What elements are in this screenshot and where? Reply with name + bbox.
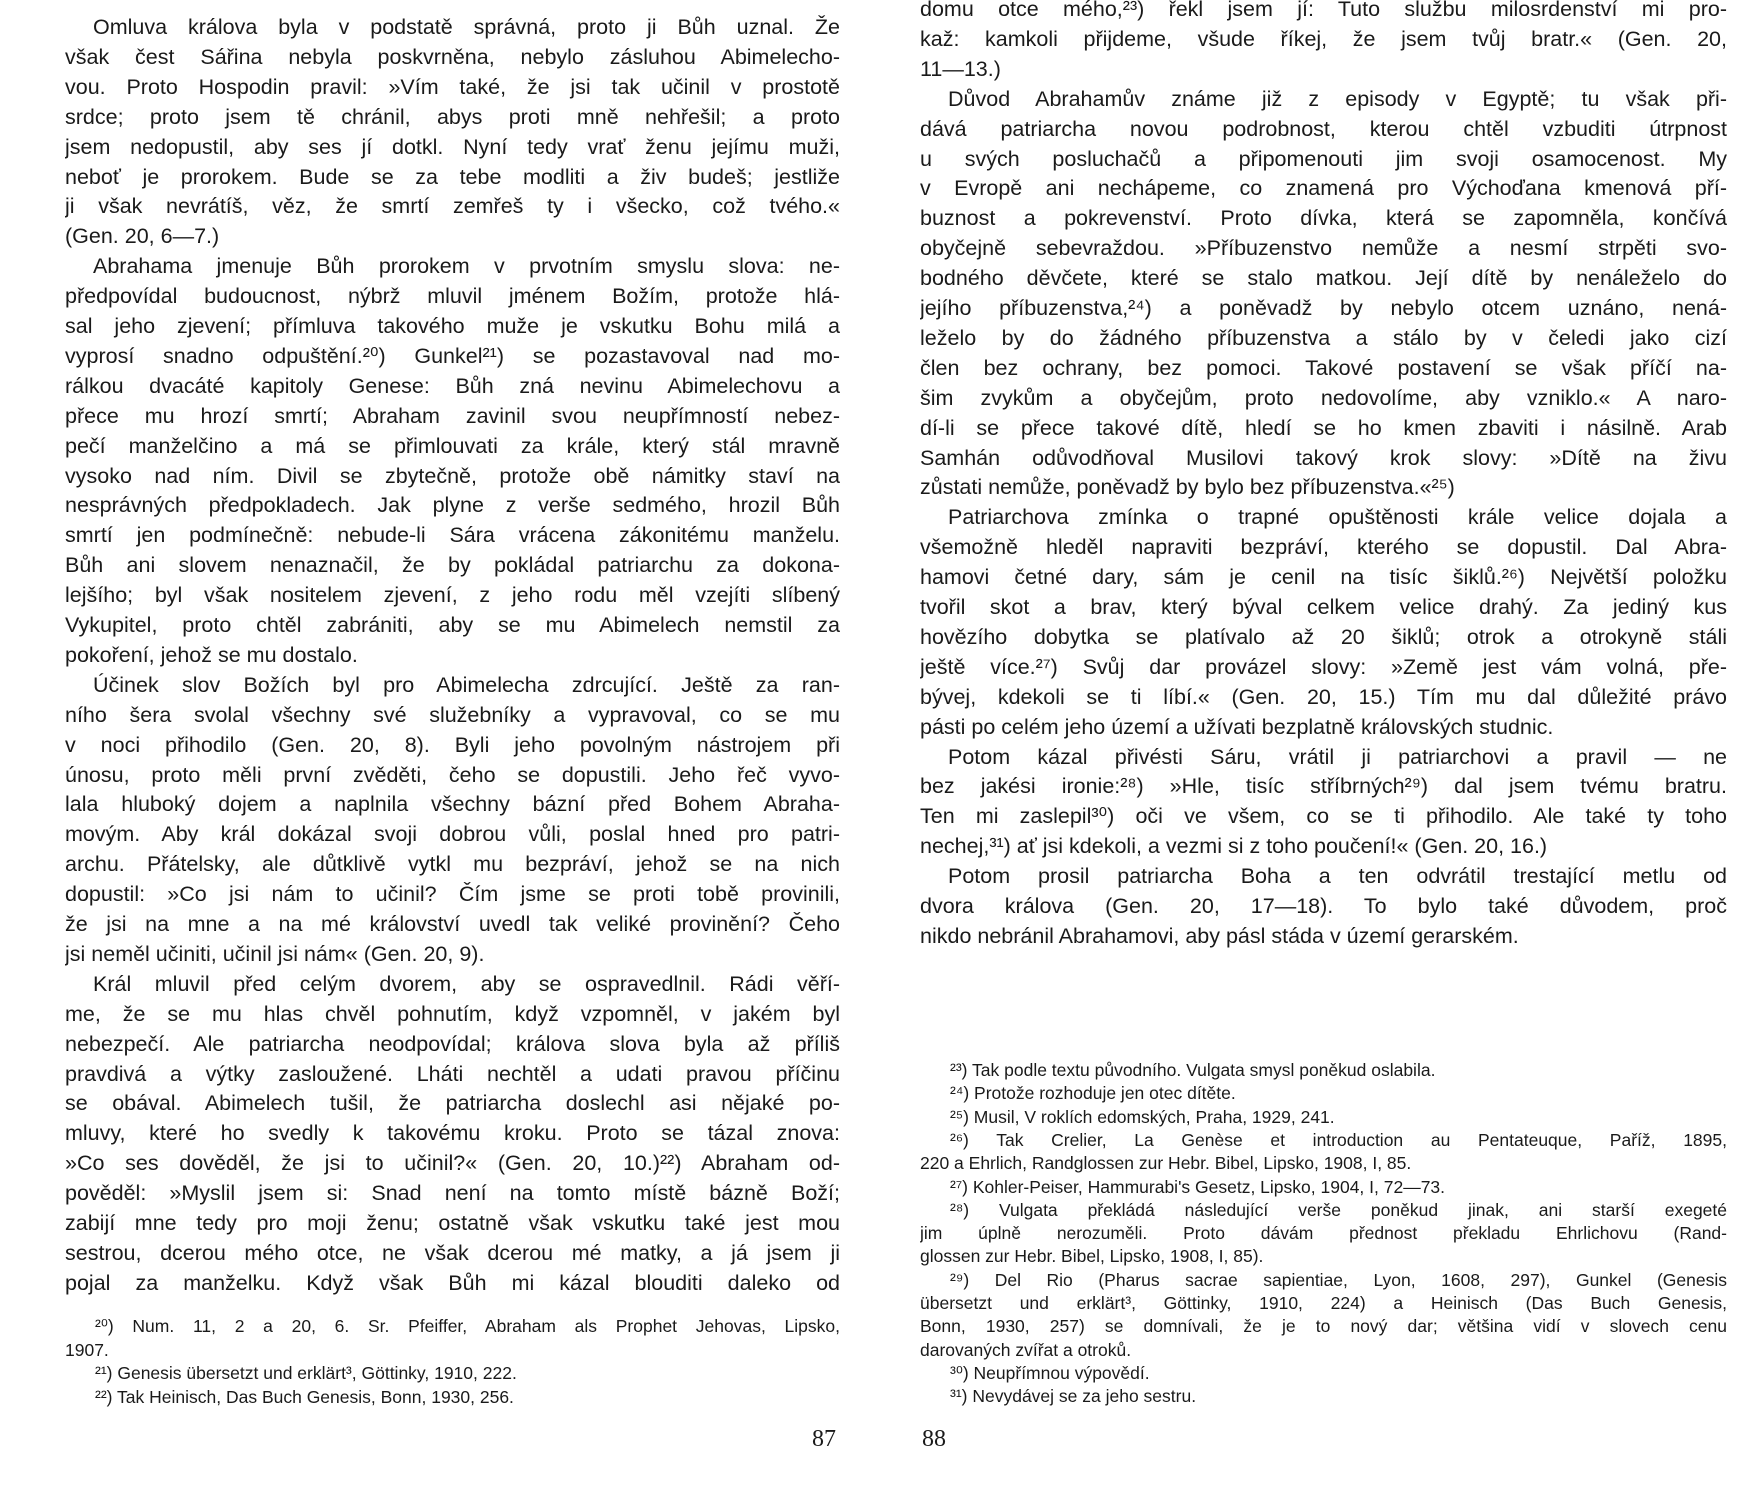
text-line: Patriarchova zmínka o trapné opuštěnosti krále velice dojala a [948,505,1727,530]
text-line: všemožně hleděl napraviti bezpráví, kterého se dopustil. Dal Abra- [920,535,1727,560]
text-line: smrtí jen podmínečně: nebude-li Sára vrácena zákonitému manželu. [65,523,840,548]
text-line: hamovi četné dary, sám je cenil na tisíc šiklů.²⁶) Největší položku [920,565,1727,590]
text-line: sal jeho zjevení; přímluva takového muže je vskutku Bohu milá a [65,314,840,338]
text-line: šim zvykům a obyčejům, proto nedovolíme, aby vzniklo.« A naro- [920,385,1727,410]
text-line: vou. Proto Hospodin pravil: »Vím také, že jsi tak učinil v prostotě [65,74,840,99]
text-line: me, že se mu hlas chvěl pohnutím, když vzpomněl, v jakém byl [65,1001,840,1026]
text-line: pásti po celém jeho území a užívati bezplatně královských studnic. [920,714,1554,739]
text-line: rálkou dvacáté kapitoly Genese: Bůh zná nevinu Abimelechovu a [65,373,840,398]
footnote-line: ²⁹) Del Rio (Pharus sacrae sapientiae, Lyon, 1608, 297), Gunkel (Genesis [950,1269,1727,1290]
footnote-line: jim úplně nerozuměli. Proto dávám přednost překladu Ehrlichovu (Rand- [920,1223,1727,1244]
text-line: zabijí mne tedy pro moji ženu; ostatně však vskutku také jest mou [65,1211,840,1235]
text-line: Bůh ani slovem nenaznačil, že by pokládal patriarchu za dokona- [65,553,840,578]
page-number-right: 88 [922,1426,946,1452]
text-line: Abrahama jmenuje Bůh prorokem v prvotním smyslu slova: ne- [93,254,840,279]
text-line: nebezpečí. Ale patriarcha neodpovídal; králova slova byla až příliš [65,1031,840,1056]
footnote-line: darovaných zvířat a otroků. [920,1339,1132,1360]
text-line: mluvy, které ho svedly k takovému kroku. Proto se tázal znova: [65,1121,840,1146]
footnote-line: 220 a Ehrlich, Randglossen zur Hebr. Bibel, Lipsko, 1908, I, 85. [920,1153,1412,1174]
text-line: tvořil skot a brav, který býval celkem velice drahý. Za jediný kus [920,595,1727,619]
text-line: dopustil: »Co jsi nám to učinil? Čím jsme se proti tobě provinili, [65,882,840,907]
text-line: neboť je prorokem. Bude se za tebe modliti a živ budeš; jestliže [65,164,840,189]
text-line: buznost a pokrevenství. Proto dívka, která se zapomněla, končívá [920,206,1727,231]
text-line: nechej,³¹) ať jsi kdekoli, a vezmi si z toho poučení!« (Gen. 20, 16.) [920,834,1548,859]
text-line: hovězího dobytka se platívalo až 20 šiklů; otrok a otrokyně stáli [920,624,1727,649]
text-line: kaž: kamkoli přijdeme, všude říkej, že jsem tvůj bratr.« (Gen. 20, [920,26,1727,51]
text-line: v noci přihodilo (Gen. 20, 8). Byli jeho povolným nástrojem při [65,732,840,757]
text-line: Potom prosil patriarcha Boha a ten odvrátil trestající metlu od [948,864,1727,889]
text-line: dává patriarcha novou podrobnost, kterou chtěl vzbuditi útrpnost [920,116,1727,141]
text-line: pravdivá a výtky zasloužené. Lháti nechtěl a udati pravou příčinu [65,1061,840,1086]
text-line: dí-li se přece takové dítě, hledí se ho kmen zbaviti i násilně. Arab [920,415,1727,440]
text-line: zůstati nemůže, poněvadž by bylo bez příbuzenstva.«²⁵) [920,475,1455,500]
text-line: však čest Sářina nebyla poskvrněna, nebylo zásluhou Abimelecho- [65,44,840,69]
text-line: únosu, proto měli první zvěděti, čeho se dopustili. Jeho řeč vyvo- [65,762,840,787]
text-line: přece mu hrozí smrtí; Abraham zavinil svou neupřímností nebez- [65,403,840,428]
text-line: se obával. Abimelech tušil, že patriarcha doslechl asi nějaké po- [65,1091,840,1116]
text-line: Účinek slov Božích byl pro Abimelecha zdrcující. Ještě za ran- [93,672,840,697]
text-line: pečí manželčino a má se přimlouvati za krále, který stál mravně [65,433,840,458]
text-line: Omluva králova byla v podstatě správná, proto ji Bůh uznal. Že [93,15,840,39]
text-line: dvora králova (Gen. 20, 17—18). To bylo také důvodem, proč [920,894,1727,918]
text-line: nesprávných předpokladech. Jak plyne z verše sedmého, hrozil Bůh [65,493,840,518]
text-line: ního šera svolal všechny své služebníky a vypravoval, co se mu [65,702,840,727]
text-line: člen bez ochrany, bez pomoci. Takové postavení se však příčí na- [920,355,1727,380]
text-line: archu. Přátelsky, ale důtklivě vytkl mu bezpráví, jehož se na nich [65,852,840,877]
text-line: jsi neměl učiniti, učinil jsi nám« (Gen. 20, 9). [65,941,485,966]
footnote-line: ²⁷) Kohler-Peiser, Hammurabi's Gesetz, Lipsko, 1904, I, 72—73. [950,1176,1446,1197]
text-line: nikdo nebránil Abrahamovi, aby pásl stáda v území gerarském. [920,923,1519,948]
footnote-line: ²³) Tak podle textu původního. Vulgata smysl poněkud oslabila. [950,1060,1436,1080]
text-line: u svých posluchačů a připomenouti jim svoji osamocenost. My [920,146,1727,171]
text-line: jejího příbuzenstva,²⁴) a poněvadž by nebylo otcem uznáno, nená- [920,296,1727,320]
text-line: movým. Aby král dokázal svoji dobrou vůli, poslal hned pro patri- [65,822,840,847]
text-line: leželo by do žádného příbuzenstva a stálo by v čeledi jako cizí [920,325,1727,350]
text-line: jsem nedopustil, aby ses jí dotkl. Nyní tedy vrať ženu jejímu muži, [65,134,840,159]
text-line: srdce; proto jsem tě chránil, abys proti mně nehřešil; a proto [65,104,840,129]
text-line: ještě více.²⁷) Svůj dar provázel slovy: »Země jest vám volná, pře- [920,654,1727,679]
text-line: že jsi na mne a na mé království uvedl tak veliké provinění? Čeho [65,912,840,936]
text-line: »Co ses dověděl, že jsi to učinil?« (Gen. 20, 10.)²²) Abraham od- [65,1151,840,1176]
footnote-line: ²⁰) Num. 11, 2 a 20, 6. Sr. Pfeiffer, Abraham als Prophet Jehovas, Lipsko, [95,1316,840,1336]
text-line: 11—13.) [920,56,1001,81]
text-line: v Evropě ani nechápeme, co znamená pro Výchoďana kmenová pří- [920,176,1727,201]
footnote-line: ²⁶) Tak Crelier, La Genèse et introduction au Pentateuque, Paříž, 1895, [950,1129,1727,1150]
text-line: Ten mi zaslepil³⁰) oči ve všem, co se ti přihodilo. Ale také ty toho [920,804,1727,829]
text-line: obyčejně sebevraždou. »Příbuzenstvo nemůže a nesmí strpěti svo- [920,236,1727,261]
text-line: Samhán odůvodňoval Musilovi takový krok slovy: »Dítě na živu [920,445,1727,470]
text-line: bez jakési ironie:²⁸) »Hle, tisíc stříbrných²⁹) dal jsem tvému bratru. [920,774,1727,799]
footnote-line: ²¹) Genesis übersetzt und erklärt³, Göttinky, 1910, 222. [95,1363,517,1383]
text-line: (Gen. 20, 6—7.) [65,224,220,249]
text-line: lejšího; byl však nositelem zjevení, z jeho rodu měl vzejíti slíbený [65,583,840,608]
text-line: bývej, kdekoli se ti líbí.« (Gen. 20, 15.) Tím mu dal důležité právo [920,684,1727,709]
text-line: vysoko nad ním. Divil se zbytečně, protože obě námitky staví na [65,463,840,488]
text-line: bodného děvčete, které se stalo matkou. Její dítě by nenáleželo do [920,266,1727,291]
text-line: sestrou, dcerou mého otce, ne však dcerou mé matky, a já jsem ji [65,1240,840,1265]
footnote-line: ²²) Tak Heinisch, Das Buch Genesis, Bonn, 1930, 256. [95,1386,514,1407]
footnote-line: übersetzt und erklärt³, Göttinky, 1910, 224) a Heinisch (Das Buch Genesis, [920,1293,1727,1313]
text-line: pověděl: »Myslil jsem si: Snad není na tomto místě bázně Boží; [65,1181,840,1206]
footnote-line: ²⁵) Musil, V roklích edomských, Praha, 1929, 241. [950,1106,1335,1127]
footnote-line: ³¹) Nevydávej se za jeho sestru. [950,1386,1197,1407]
footnote-line: 1907. [65,1339,109,1360]
text-line: Král mluvil před celým dvorem, aby se ospravedlnil. Rádi věří- [93,971,840,996]
text-line: lala hluboký dojem a naplnila všechny bázní před Bohem Abraha- [65,792,840,817]
footnote-line: glossen zur Hebr. Bibel, Lipsko, 1908, I, 85). [920,1246,1264,1267]
footnote-line: ²⁸) Vulgata překládá následující verše poněkud jinak, ani starší exegeté [950,1199,1727,1220]
text-line: pojal za manželku. Když však Bůh mi kázal blouditi daleko od [65,1270,840,1295]
text-line: vyprosí snadno odpuštění.²⁰) Gunkel²¹) se pozastavoval nad mo- [65,343,840,368]
text-line: ji však nevrátíš, věz, že smrtí zemřeš ty i všecko, což tvého.« [65,194,840,219]
text-line: Důvod Abrahamův známe již z episody v Egyptě; tu však při- [948,86,1727,111]
text-line: domu otce mého,²³) řekl jsem jí: Tuto službu milosrdenství mi pro- [920,0,1727,21]
text-line: Vykupitel, proto chtěl zabrániti, aby se mu Abimelech nemstil za [65,613,840,637]
text-line: pokoření, jehož se mu dostalo. [65,642,358,667]
text-line: Potom kázal přivésti Sáru, vrátil ji patriarchovi a pravil — ne [948,744,1727,769]
footnote-line: ³⁰) Neupřímnou výpovědí. [950,1362,1150,1383]
footnote-line: Bonn, 1930, 257) se domnívali, že je to nový dar; většina vidí v slovech cenu [920,1316,1727,1337]
footnote-line: ²⁴) Protože rozhoduje jen otec dítěte. [950,1083,1236,1104]
page-number-left: 87 [812,1426,836,1452]
text-line: předpovídal budoucnost, nýbrž mluvil jménem Božím, protože hlá- [65,284,840,309]
